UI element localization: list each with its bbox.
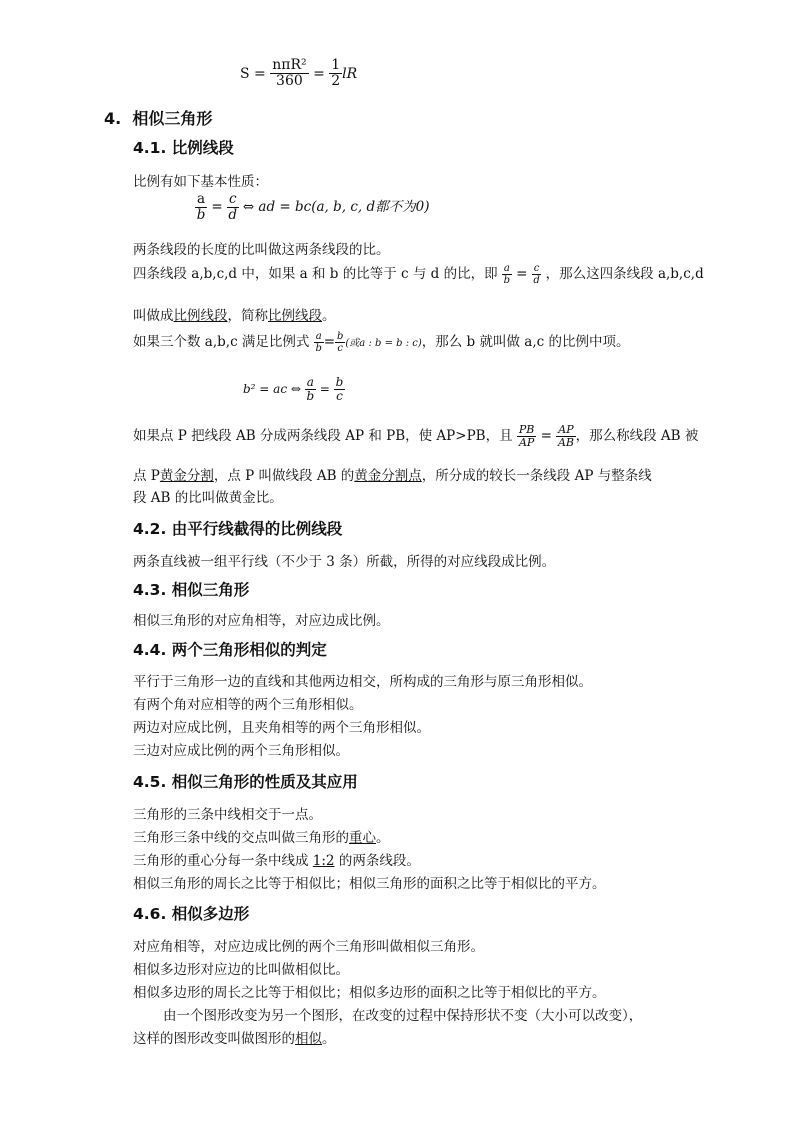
section-4-4-heading: 4.4. 两个三角形相似的判定 [133, 641, 327, 659]
s46-line: 相似多边形对应边的比叫做相似比。 [133, 962, 349, 978]
s46-line: 相似多边形的周长之比等于相似比；相似多边形的面积之比等于相似比的平方。 [133, 985, 606, 1001]
section-4-1-heading: 4.1. 比例线段 [133, 139, 234, 157]
s45-line3: 三角形的重心分每一条中线成 1:2 的两条线段。 [133, 853, 420, 869]
s41-line4: 如果三个数 a,b,c 满足比例式 $\frac{a}{b}$ = $\frac{b}{c}$ (或a : b = b : c)，那么 b 就叫做 a,c 的比例中项。 [133, 331, 630, 354]
s44-line: 两边对应成比例，且夹角相等的两个三角形相似。 [133, 720, 430, 736]
s46-last-line1: 由一个图形改变为另一个图形，在改变的过程中保持形状不变（大小可以改变）， [163, 1008, 643, 1024]
s42-body: 两条直线被一组平行线（不少于 3 条）所截，所得的对应线段成比例。 [133, 554, 556, 570]
s44-line: 有两个角对应相等的两个三角形相似。 [133, 697, 363, 713]
section-4-5-heading: 4.5. 相似三角形的性质及其应用 [133, 773, 358, 791]
s46-line: 对应角相等，对应边成比例的两个三角形叫做相似三角形。 [133, 939, 484, 955]
proportion-property-formula: $\frac{a}{b}$ = $\frac{c}{d}$ ⇔ ad = bc(a, b, c, d都不为0) [196, 191, 430, 223]
s44-line: 三边对应成比例的两个三角形相似。 [133, 743, 349, 759]
s41-line6: 点 P黄金分割，点 P 叫做线段 AB 的黄金分割点，所分成的较长一条线段 AP 与整条线 [133, 468, 652, 484]
section-4-3-heading: 4.3. 相似三角形 [133, 581, 250, 599]
s45-line2: 三角形三条中线的交点叫做三角形的重心。 [133, 830, 390, 846]
proportional-mean-formula: b² = ac ⇔ $\frac{a}{b}$ = $\frac{b}{c}$ [243, 375, 344, 404]
sector-area-formula: S = $\frac{\text{nπR²}}{360}$ = $\frac{1}{2}$ lR [240, 57, 358, 90]
section-4-2-heading: 4.2. 由平行线截得的比例线段 [133, 520, 343, 538]
s41-intro: 比例有如下基本性质： [133, 174, 268, 190]
s46-last-line2: 这样的图形改变叫做图形的相似。 [133, 1031, 336, 1047]
s45-line4: 相似三角形的周长之比等于相似比；相似三角形的面积之比等于相似比的平方。 [133, 876, 606, 892]
section-4-heading: 4. 相似三角形 [104, 109, 213, 128]
section-4-6-heading: 4.6. 相似多边形 [133, 905, 250, 923]
s41-line2: 四条线段 a,b,c,d 中，如果 a 和 b 的比等于 c 与 d 的比，即 $\frac{a}{b}$ = $\frac{c}{d}$ ，那么这四条线段 a,b,c,d [133, 263, 704, 286]
s41-line5: 如果点 P 把线段 AB 分成两条线段 AP 和 PB，使 AP>PB，且 $\frac{PB}{AP}$ = $\frac{AP}{AB}$ ，那么称线段 AB 被 [133, 423, 699, 450]
s43-body: 相似三角形的对应角相等，对应边成比例。 [133, 613, 390, 629]
s44-line: 平行于三角形一边的直线和其他两边相交，所构成的三角形与原三角形相似。 [133, 674, 592, 690]
s45-line1: 三角形的三条中线相交于一点。 [133, 807, 322, 823]
s41-line3: 叫做成比例线段，简称比例线段。 [133, 308, 336, 324]
s41-line1: 两条线段的长度的比叫做这两条线段的比。 [133, 242, 390, 258]
s41-line7: 段 AB 的比叫做黄金比。 [133, 490, 283, 506]
